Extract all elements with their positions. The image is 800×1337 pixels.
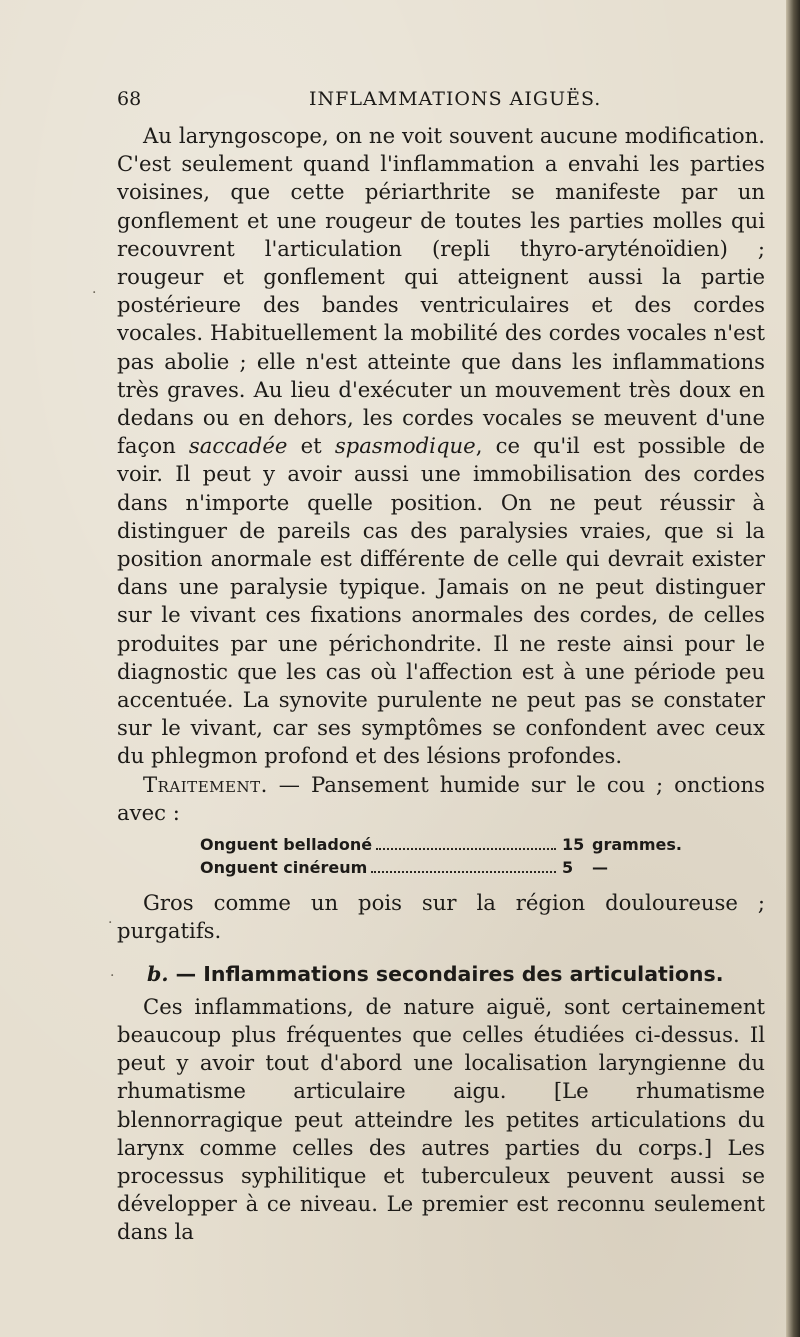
section-title: — Inflammations secondaires des articulations. xyxy=(168,962,724,987)
section-heading xyxy=(147,960,765,988)
emphasis-saccadee: saccadée xyxy=(188,433,288,459)
recipe-unit: — xyxy=(592,858,608,878)
section-letter: b. xyxy=(147,962,169,987)
paragraph-laryngoscope xyxy=(117,122,765,771)
paragraph-text: et xyxy=(287,433,335,459)
traitement-text: — Pansement humide sur le cou ; onctions avec : xyxy=(117,771,765,825)
dot-leader xyxy=(371,871,556,873)
recipe-quantity: 15 xyxy=(562,835,585,855)
page-edge-shadow xyxy=(786,0,800,1337)
paragraph-traitement xyxy=(117,771,765,827)
margin-speck: · xyxy=(92,285,97,301)
paragraph-text: , ce qu'il est possible de voir. Il peut y avoir aussi une immobilisation des cordes dans n'importe quelle position. On ne peut réussir à distinguer de pareils cas des paralysies vraies, que si la position anormale est différente de celle qui devrait exister dans une paralysie typique. Jamais on ne peut distinguer sur le vivant ces fixations anormales des cordes, de celles produites par une périchondrite. Il ne reste ainsi pour le diagnostic que les cas où l'affection est à une période peu accentuée. La synovite purulente ne peut pas se constater sur le vivant, car ses symptômes se confondent avec ceux du phlegmon profond et des lésions profondes. xyxy=(117,433,765,769)
paragraph-gros-comme-un-pois: Gros comme un pois sur la région douloureuse ; purgatifs. xyxy=(117,890,765,944)
paragraph-secondaires: Ces inflammations, de nature aiguë, sont certainement beaucoup plus fréquentes que celles étudiées ci-dessus. Il peut y avoir tout d'abord une localisation laryngienne du rhumatisme articulaire aigu. [Le rhumatisme blennorragique peut atteindre les petites articulations du larynx comme celles des autres parties du corps.] Les processus syphilitique et tuberculeux peuvent aussi se développer à ce niveau. Le premier est reconnu seulement dans la xyxy=(117,993,765,1245)
recipe-name: Onguent cinéreum xyxy=(200,858,368,878)
recipe-name: Onguent belladoné xyxy=(200,835,373,855)
recipe-quantity: 5 xyxy=(562,858,574,878)
margin-speck: · xyxy=(108,915,113,931)
paragraph-text: Au laryngoscope, on ne voit souvent aucune modification. C'est seulement quand l'inflammation a envahi les parties voisines, que cette périarthrite se manifeste par un gonflement et une rougeur de toutes les parties molles qui recouvrent l'articulation (repli thyro-aryténoïdien) ; rougeur et gonflement qui atteignent aussi la partie postérieure des bandes ventriculaires et des cordes vocales. Habituellement la mobilité des cordes vocales n'est pas abolie ; elle n'est atteinte que dans les inflammations très graves. Au lieu d'exécuter un mouvement très doux en dedans ou en dehors, les cordes vocales se meuvent d'une façon xyxy=(117,123,765,459)
page-header xyxy=(117,88,765,112)
recipe-unit: grammes. xyxy=(592,835,682,855)
page-number: 68 xyxy=(117,88,142,110)
recipe-row xyxy=(200,833,700,856)
running-title: INFLAMMATIONS AIGUËS. xyxy=(309,88,602,110)
emphasis-spasmodique: spasmodique xyxy=(334,433,476,459)
recipe-row xyxy=(200,856,700,879)
body-text xyxy=(117,122,765,1247)
dot-leader xyxy=(376,848,556,850)
margin-speck: · xyxy=(110,968,115,984)
recipe-list xyxy=(200,833,700,879)
traitement-label: Traitement. xyxy=(143,771,268,797)
